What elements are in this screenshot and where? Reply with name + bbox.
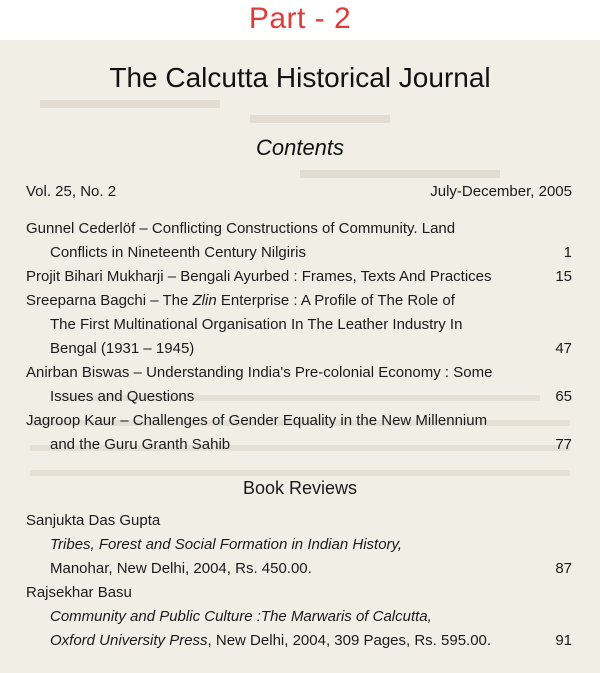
part-banner (0, 0, 600, 40)
article-title: Challenges of Gender Equality in the New Millennium (132, 412, 488, 429)
publisher-name: Oxford University Press (50, 632, 208, 649)
article-title: Conflicting Constructions of Community. Land (151, 220, 456, 237)
article-entry: Projit Bihari Mukharji – Bengali Ayurbed : Frames, Texts And Practices 15 (26, 265, 572, 289)
page-number: 15 (555, 268, 572, 285)
journal-page (0, 40, 600, 673)
article-entry: Anirban Biswas – Understanding India's Pre-colonial Economy : Some Issues and Questions 65 (26, 361, 572, 409)
article-author: Jagroop Kaur (26, 412, 117, 429)
article-title-italic: Zlin (192, 292, 217, 309)
part-label: Part - 2 (248, 2, 352, 35)
article-title-cont: Conflicts in Nineteenth Century Nilgiris (50, 244, 306, 261)
reviewer-name: Sanjukta Das Gupta (26, 512, 161, 529)
issue-line (26, 183, 572, 200)
book-title: Tribes, Forest and Social Formation in Indian History, (50, 536, 403, 553)
review-entry (26, 581, 572, 653)
article-author: Anirban Biswas (26, 364, 130, 381)
reviewer-name: Rajsekhar Basu (26, 584, 132, 601)
page-number: 1 (563, 244, 572, 261)
publisher-line: Manohar, New Delhi, 2004, Rs. 450.00. (50, 560, 312, 577)
book-reviews-heading: Book Reviews (242, 478, 358, 498)
volume-label: Vol. 25, No. 2 (26, 183, 117, 200)
article-entry: Jagroop Kaur – Challenges of Gender Equality in the New Millennium and the Guru Granth Sahib 77 (26, 409, 572, 457)
issue-date: July-December, 2005 (430, 183, 572, 200)
publisher-details: , New Delhi, 2004, 309 Pages, Rs. 595.00. (207, 632, 492, 649)
article-title: Bengali Ayurbed : Frames, Texts And Practices (180, 268, 492, 285)
article-title-cont: The First Multinational Organisation In The Leather Industry In (50, 316, 463, 333)
article-title: The (162, 292, 193, 309)
page-number: 47 (555, 340, 572, 357)
article-title: Understanding India's Pre-colonial Economy : Some (146, 364, 493, 381)
page-number: 91 (555, 632, 572, 649)
article-title-rest: Enterprise : A Profile of The Role of (216, 292, 455, 309)
review-entry (26, 509, 572, 581)
article-title-cont: and the Guru Granth Sahib (50, 436, 231, 453)
article-author: Projit Bihari Mukharji (26, 268, 164, 285)
article-author: Gunnel Cederlöf (26, 220, 136, 237)
page-number: 87 (555, 560, 572, 577)
article-author: Sreeparna Bagchi (26, 292, 147, 309)
book-title: Community and Public Culture :The Marwaris of Calcutta, (50, 608, 432, 625)
article-entry: Sreeparna Bagchi – The Zlin Enterprise : A Profile of The Role of The First Multinational Organisation In The Leather Industry In Bengal (1931 – 1945) 47 (26, 289, 572, 361)
article-title-cont: Issues and Questions (50, 388, 195, 405)
contents-heading: Contents (255, 135, 345, 160)
page-number: 77 (555, 436, 572, 453)
page-number: 65 (555, 388, 572, 405)
article-title-cont: Bengal (1931 – 1945) (50, 340, 195, 357)
journal-title: The Calcutta Historical Journal (109, 62, 491, 93)
article-entry: Gunnel Cederlöf – Conflicting Constructions of Community. Land Conflicts in Nineteenth Century Nilgiris 1 (26, 217, 572, 265)
